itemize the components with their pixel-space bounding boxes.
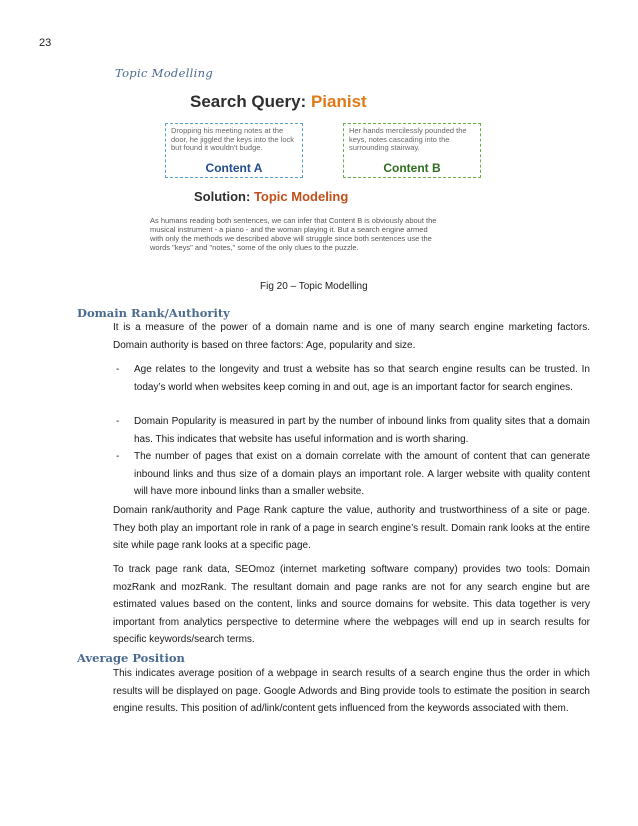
section-subtitle: Topic Modelling (115, 66, 214, 80)
domain-rank-intro: It is a measure of the power of a domain name and is one of many search engine marketing factors. Domain authority is based on three factors: Age, popularity and size. (113, 322, 590, 351)
bullet-dash: - (116, 416, 120, 427)
content-a-label: Content A (205, 161, 263, 175)
topic-modelling-figure (150, 90, 486, 268)
content-b-label: Content B (383, 161, 441, 175)
page-number: 23 (39, 37, 52, 49)
figure-query-heading (190, 92, 367, 112)
average-position-para: This indicates average position of a webpage in search results of a search engine thus the order in which results will be displayed on page. Google Adwords and Bing provide tools to estimate the position in search engine results. This position of ad/link/content gets influenced from the keywords associated with them. (113, 668, 590, 714)
bullet-text: Age relates to the longevity and trust a website has so that search engine results can be trusted. In today’s world when websites keep coming in and out, age is an important factor for search engines. (134, 364, 590, 393)
figure-explanation: As humans reading both sentences, we can infer that Content B is obviously about the musical instrument - a piano - and the woman playing it. But a search engine armed with only the methods we described above will struggle since both sentences use the words "keys" and "notes," some of the only clues to the puzzle. (150, 216, 437, 252)
content-a-text: Dropping his meeting notes at the door, he jiggled the keys into the lock but found it wouldn't budge. (171, 126, 294, 152)
heading-domain-rank: Domain Rank/Authority (77, 306, 230, 320)
figure-caption: Fig 20 – Topic Modelling (260, 281, 368, 292)
bullet-dash: - (116, 364, 120, 375)
bullet-text: The number of pages that exist on a domain correlate with the amount of content that can generate inbound links and thus size of a domain plays an important role. A larger website with quality content will have more inbound links than a smaller website. (134, 451, 590, 497)
bullet-age (113, 361, 590, 396)
domain-rank-para3: To track page rank data, SEOmoz (internet marketing software company) provides two tools: Domain mozRank and mozRank. The resultant domain and page ranks are not for any search engine but are estimated values based on the content, links and source domains for website. This data together is very important from analytics perspective to determine where the webpages will end up in search results for specific keywords/search terms. (113, 564, 590, 645)
content-b-text: Her hands mercilessly pounded the keys, notes cascading into the surrounding stairway. (349, 126, 467, 152)
bullet-size (113, 448, 590, 501)
figure-solution-heading (194, 189, 348, 204)
heading-average-position: Average Position (77, 651, 185, 665)
content-a-box (165, 123, 303, 178)
figure-query-label: Search Query: (190, 92, 311, 111)
bullet-dash: - (116, 451, 120, 462)
bullet-text: Domain Popularity is measured in part by the number of inbound links from quality sites that a domain has. This indicates that website has useful information and is worth sharing. (134, 416, 590, 445)
figure-query-term: Pianist (310, 92, 367, 111)
bullet-popularity (113, 413, 590, 448)
figure-solution-term: Topic Modeling (253, 189, 349, 204)
content-b-box (343, 123, 481, 178)
domain-rank-para2: Domain rank/authority and Page Rank capture the value, authority and trustworthiness of a site or page. They both play an important role in rank of a page in search engine’s result. Domain rank looks at the entire site while page rank looks at a specific page. (113, 505, 590, 551)
figure-solution-label: Solution: (194, 189, 254, 204)
